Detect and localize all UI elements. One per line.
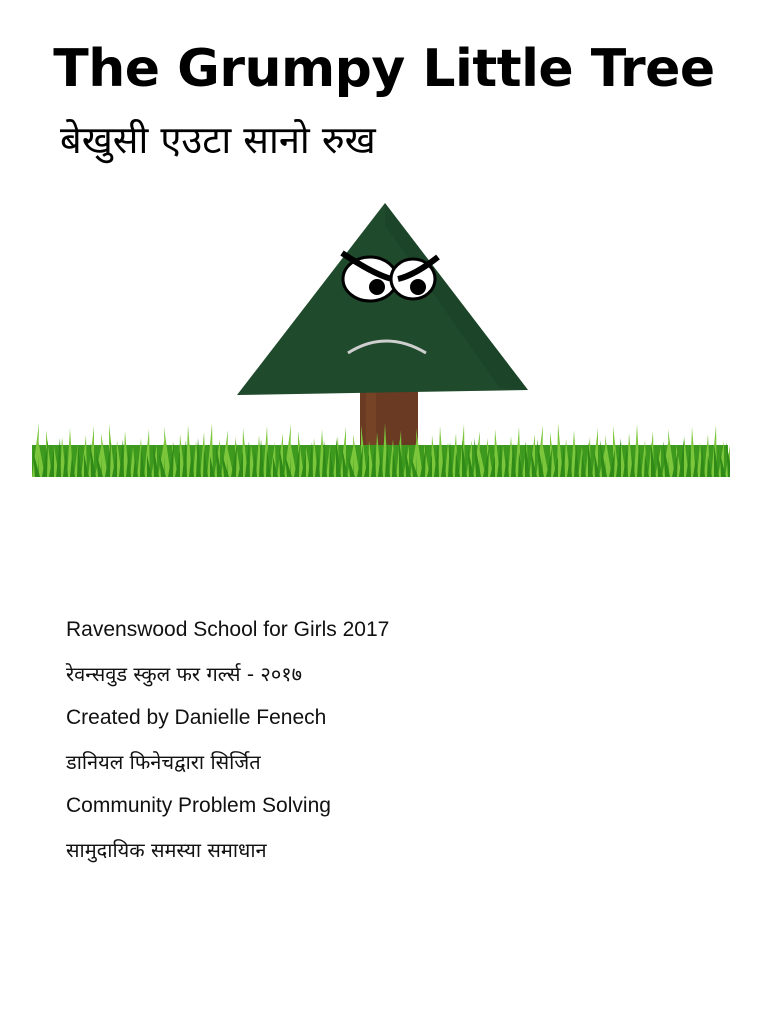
credit-program: Community Problem Solving xyxy=(66,794,331,817)
credit-school: Ravenswood School for Girls 2017 xyxy=(66,618,390,641)
book-subtitle-nepali: बेखुसी एउटा सानो रुख xyxy=(60,118,376,162)
book-title: The Grumpy Little Tree xyxy=(53,39,715,99)
credits-block xyxy=(66,608,706,872)
credit-program-nepali: सामुदायिक समस्या समाधान xyxy=(66,838,267,862)
credit-author-nepali: डानियल फिनेचद्वारा सिर्जित xyxy=(66,750,261,774)
credit-author: Created by Danielle Fenech xyxy=(66,706,327,729)
credit-school-nepali: रेवन्सवुड स्कुल फर गर्ल्स - २०१७ xyxy=(66,662,303,686)
grumpy-tree-illustration xyxy=(30,195,730,485)
